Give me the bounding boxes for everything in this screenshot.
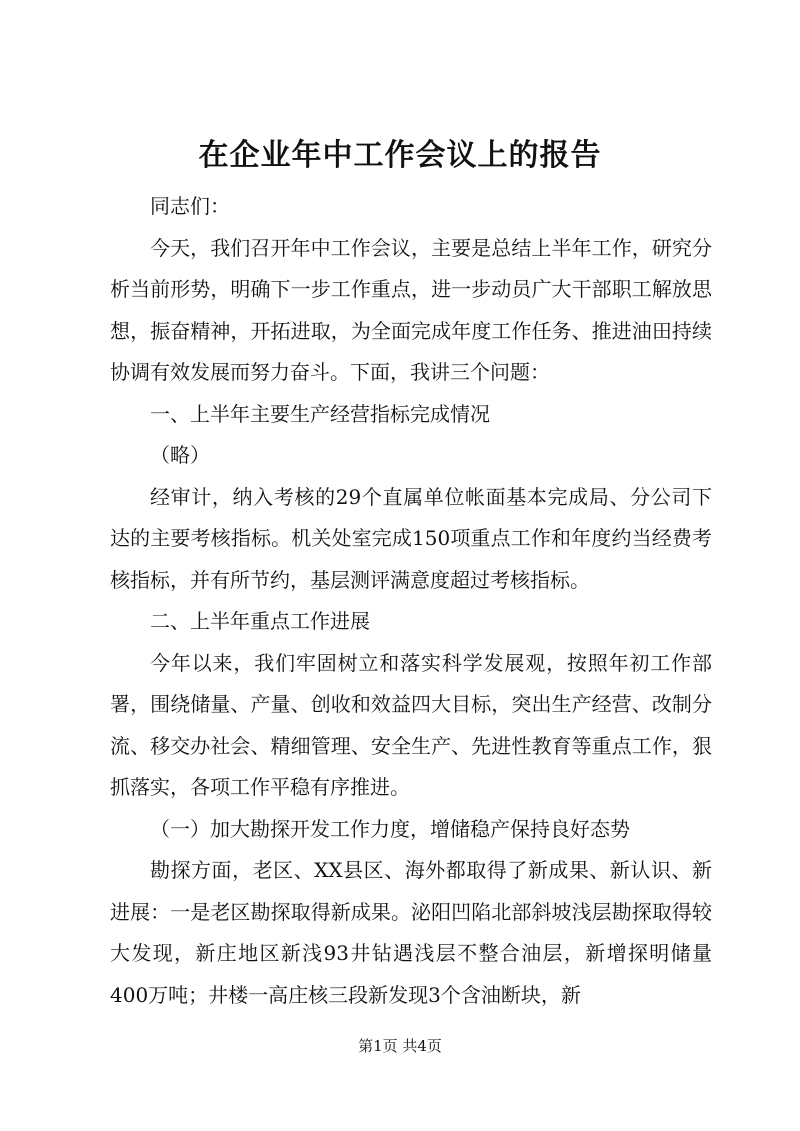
section-heading-2: 二、上半年重点工作进展 — [150, 609, 370, 633]
paragraph-exploration: 勘探方面，老区、XX县区、海外都取得了新成果、新认识、新进展：一是老区勘探取得新成果。泌阳凹陷北部斜坡浅层勘探取得较大发现，新庄地区新浅93井钻遇浅层不整合油层，新增探明储量400万吨；井楼一高庄核三段新发现3个含油断块，新 — [110, 858, 712, 1007]
document-title: 在企业年中工作会议上的报告 — [198, 138, 602, 173]
page-footer: 第1页 共4页 — [358, 1037, 442, 1055]
subsection-heading-1: （一）加大勘探开发工作力度，增储稳产保持良好态势 — [150, 816, 630, 841]
salutation: 同志们： — [150, 194, 230, 218]
paragraph-progress: 今年以来，我们牢固树立和落实科学发展观，按照年初工作部署，围绕储量、产量、创收和效益四大目标，突出生产经营、改制分流、移交办社会、精细管理、安全生产、先进性教育等重点工作，狠抓落实，各项工作平稳有序推进。 — [110, 650, 712, 799]
paragraph-intro: 今天，我们召开年中工作会议，主要是总结上半年工作，研究分析当前形势，明确下一步工作重点，进一步动员广大干部职工解放思想，振奋精神，开拓进取，为全面完成年度工作任务、推进油田持续协调有效发展而努力奋斗。下面，我讲三个问题： — [110, 235, 712, 384]
document-body — [110, 186, 712, 1016]
paragraph-omitted: （略） — [150, 443, 210, 467]
paragraph-audit: 经审计，纳入考核的29个直属单位帐面基本完成局、分公司下达的主要考核指标。机关处室完成150项重点工作和年度约当经费考核指标，并有所节约，基层测评满意度超过考核指标。 — [110, 484, 712, 592]
section-heading-1: 一、上半年主要生产经营指标完成情况 — [150, 401, 490, 426]
